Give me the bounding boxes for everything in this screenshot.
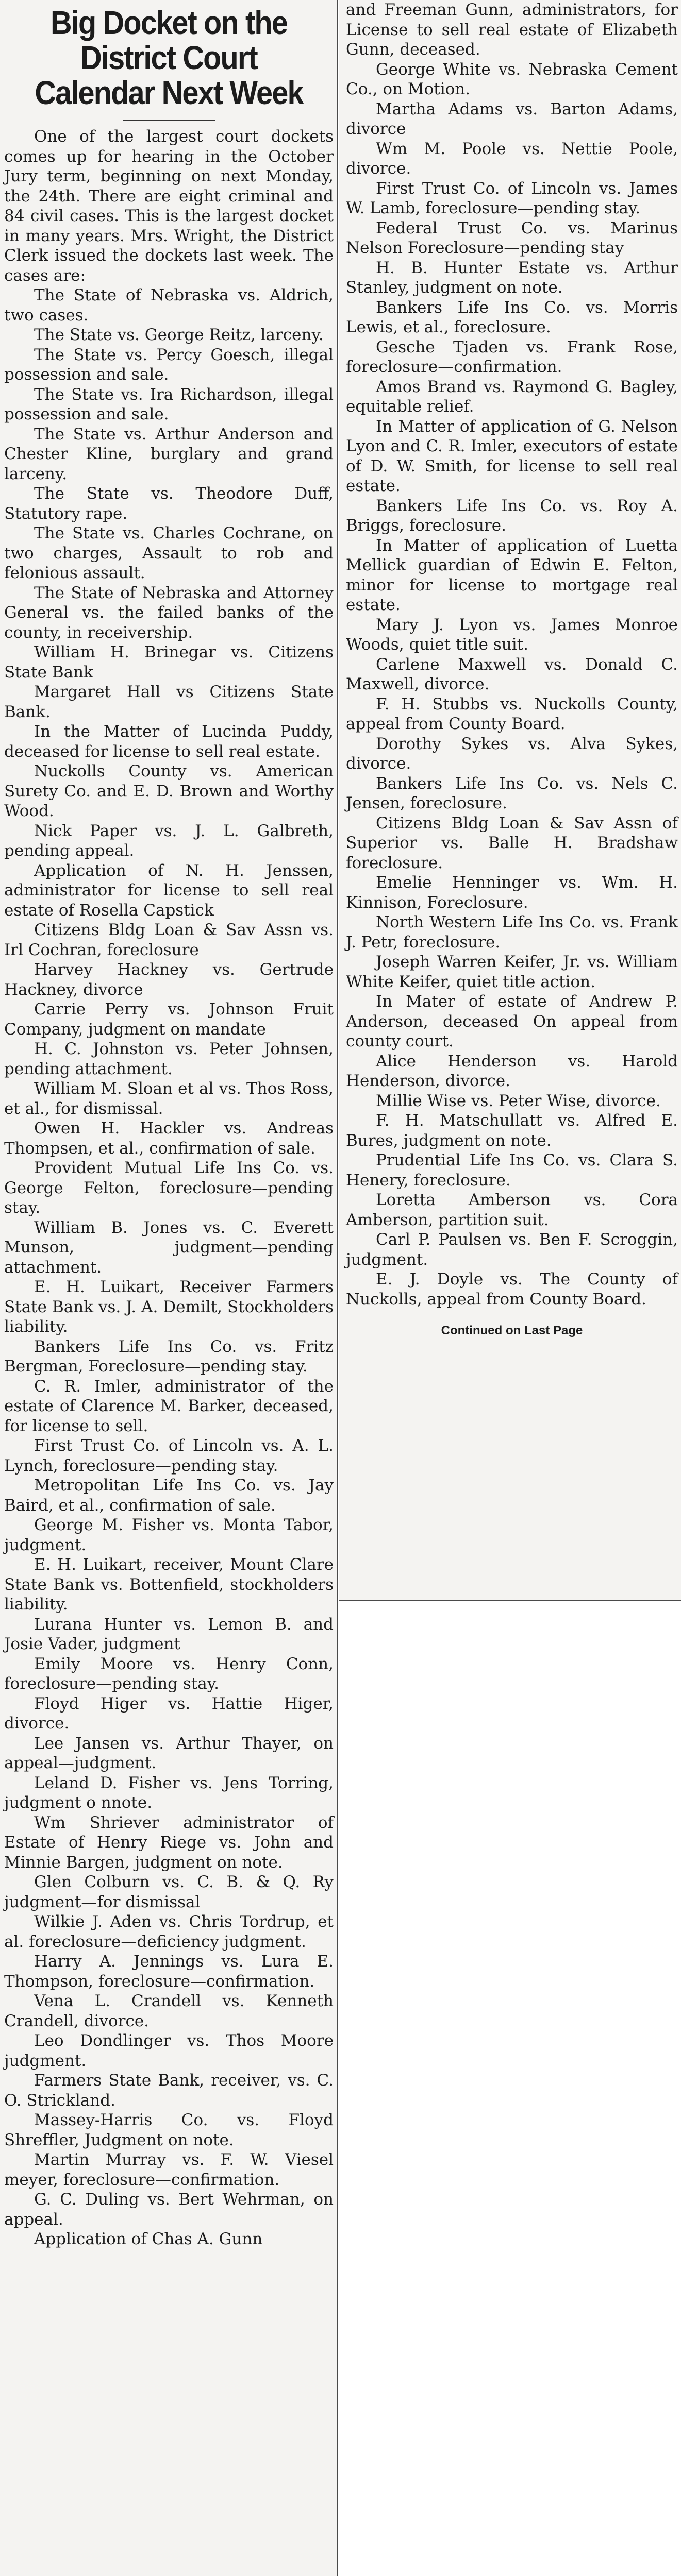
case-entry: Vena L. Crandell vs. Kenneth Crandell, divorce. (4, 1992, 334, 2030)
case-entry: Prudential Life Ins Co. vs. Clara S. Henery, foreclosure. (346, 1151, 678, 1190)
case-entry: Amos Brand vs. Raymond G. Bagley, equitable relief. (346, 377, 678, 416)
case-entry: C. R. Imler, administrator of the estate of Clarence M. Barker, deceased, for license to sell. (4, 1377, 334, 1435)
continued-note: Continued on Last Page (441, 1324, 583, 1337)
headline-rule (123, 120, 215, 121)
case-entry: Citizens Bldg Loan & Sav Assn vs. Irl Cochran, foreclosure (4, 921, 334, 959)
case-entry: In the Matter of Lucinda Puddy, deceased for license to sell real estate. (4, 722, 334, 761)
case-entry: Application of Chas A. Gunn (34, 2230, 263, 2248)
case-entry: Carl P. Paulsen vs. Ben F. Scroggin, judgment. (346, 1230, 678, 1269)
case-entry: The State vs. Arthur Anderson and Chester Kline, burglary and grand larceny. (4, 425, 334, 483)
case-entry: Alice Henderson vs. Harold Henderson, divorce. (346, 1052, 678, 1090)
left-column (0, 0, 338, 2576)
case-entry: H. B. Hunter Estate vs. Arthur Stanley, judgment on note. (346, 258, 678, 297)
case-entry: First Trust Co. of Lincoln vs. A. L. Lynch, foreclosure—pending stay. (4, 1436, 334, 1475)
case-entry: Joseph Warren Keifer, Jr. vs. William White Keifer, quiet title action. (346, 953, 678, 991)
case-entry: William B. Jones vs. C. Everett Munson, judgment—pending attachment. (4, 1218, 334, 1277)
right-column (339, 0, 681, 1601)
case-entry: Leo Dondlinger vs. Thos Moore judgment. (4, 2031, 334, 2070)
case-entry: George M. Fisher vs. Monta Tabor, judgment. (4, 1516, 334, 1554)
case-entry: The State vs. Theodore Duff, Statutory rape. (4, 484, 334, 523)
case-entry: In Mater of estate of Andrew P. Anderson, deceased On appeal from county court. (346, 992, 678, 1050)
case-entry: E. H. Luikart, receiver, Mount Clare State Bank vs. Bottenfield, stockholders liability. (4, 1555, 334, 1614)
case-entry: George White vs. Nebraska Cement Co., on Motion. (346, 60, 678, 98)
case-entry: North Western Life Ins Co. vs. Frank J. Petr, foreclosure. (346, 913, 678, 952)
case-entry: Bankers Life Ins Co. vs. Morris Lewis, et al., foreclosure. (346, 298, 678, 336)
case-entry: and Freeman Gunn, administrators, for License to sell real estate of Elizabeth Gunn, deceased. (346, 1, 678, 59)
case-entry: Citizens Bldg Loan & Sav Assn of Superior vs. Balle H. Bradshaw foreclosure. (346, 814, 678, 872)
case-entry: Lee Jansen vs. Arthur Thayer, on appeal—judgment. (4, 1734, 334, 1772)
case-entry: Wm Shriever administrator of Estate of Henry Riege vs. John and Minnie Bargen, judgment on note. (4, 1813, 334, 1872)
case-entry: First Trust Co. of Lincoln vs. James W. Lamb, foreclosure—pending stay. (346, 179, 678, 217)
case-entry: Bankers Life Ins Co. vs. Nels C. Jensen, foreclosure. (346, 774, 678, 812)
case-entry: H. C. Johnston vs. Peter Johnsen, pending attachment. (4, 1040, 334, 1078)
case-entry: Bankers Life Ins Co. vs. Fritz Bergman, Foreclosure—pending stay. (4, 1337, 334, 1376)
case-entry: Glen Colburn vs. C. B. & Q. Ry judgment—for dismissal (4, 1873, 334, 1911)
case-entry: Metropolitan Life Ins Co. vs. Jay Baird, et al., confirmation of sale. (4, 1476, 334, 1515)
case-entry: Provident Mutual Life Ins Co. vs. George Felton, foreclosure—pending stay. (4, 1159, 334, 1217)
case-entry: Harry A. Jennings vs. Lura E. Thompson, foreclosure—confirmation. (4, 1952, 334, 1991)
case-entry: Wm M. Poole vs. Nettie Poole, divorce. (346, 139, 678, 178)
case-entry: The State of Nebraska vs. Aldrich, two cases. (4, 286, 334, 325)
case-entry: Loretta Amberson vs. Cora Amberson, partition suit. (346, 1191, 678, 1229)
case-entry: Bankers Life Ins Co. vs. Roy A. Briggs, foreclosure. (346, 496, 678, 535)
case-entry: William M. Sloan et al vs. Thos Ross, et al., for dismissal. (4, 1079, 334, 1118)
case-entry: Nuckolls County vs. American Surety Co. and E. D. Brown and Worthy Wood. (4, 762, 334, 820)
case-entry: William H. Brinegar vs. Citizens State Bank (4, 643, 334, 682)
headline: Big Docket on the District Court Calendar Next Week (35, 4, 303, 111)
case-entry: Leland D. Fisher vs. Jens Torring, judgment o nnote. (4, 1773, 334, 1812)
case-entry: E. H. Luikart, Receiver Farmers State Bank vs. J. A. Demilt, Stockholders liability. (4, 1278, 334, 1336)
case-entry: The State vs. Percy Goesch, illegal possession and sale. (4, 345, 334, 384)
case-entry: Massey-Harris Co. vs. Floyd Shreffler, Judgment on note. (4, 2111, 334, 2149)
case-entry: Carrie Perry vs. Johnson Fruit Company, judgment on mandate (4, 1000, 334, 1039)
case-entry: Farmers State Bank, receiver, vs. C. O. Strickland. (4, 2071, 334, 2110)
case-entry: The State vs. Charles Cochrane, on two charges, Assault to rob and felonious assault. (4, 524, 334, 582)
case-entry: E. J. Doyle vs. The County of Nuckolls, appeal from County Board. (346, 1270, 678, 1309)
case-entry: Emelie Henninger vs. Wm. H. Kinnison, Foreclosure. (346, 873, 678, 912)
left-case-list (4, 285, 334, 2249)
case-entry: Margaret Hall vs Citizens State Bank. (4, 683, 334, 721)
case-entry: Nick Paper vs. J. L. Galbreth, pending appeal. (4, 821, 334, 860)
case-entry: Owen H. Hackler vs. Andreas Thompsen, et al., confirmation of sale. (4, 1119, 334, 1158)
case-entry: G. C. Duling vs. Bert Wehrman, on appeal. (4, 2190, 334, 2229)
case-entry: The State vs. Ira Richardson, illegal possession and sale. (4, 385, 334, 423)
case-entry: Millie Wise vs. Peter Wise, divorce. (376, 1091, 661, 1110)
case-entry: Martin Murray vs. F. W. Viesel meyer, foreclosure—confirmation. (4, 2150, 334, 2189)
case-entry: Harvey Hackney vs. Gertrude Hackney, divorce (4, 960, 334, 999)
case-entry: In Matter of application of Luetta Mellick guardian of Edwin E. Felton, minor for license to mortgage real estate. (346, 536, 678, 614)
intro-paragraph: One of the largest court dockets comes up for hearing in the October Jury term, beginning on next Monday, the 24th. There are eight criminal and 84 civil cases. This is the largest docket in many years. Mrs. Wright, the District Clerk issued the dockets last week. The cases are: (4, 127, 334, 285)
case-entry: The State of Nebraska and Attorney General vs. the failed banks of the county, in receivership. (4, 583, 334, 642)
case-entry: F. H. Stubbs vs. Nuckolls County, appeal from County Board. (346, 694, 678, 733)
case-entry: Wilkie J. Aden vs. Chris Tordrup, et al. foreclosure—deficiency judgment. (4, 1912, 334, 1951)
case-entry: Dorothy Sykes vs. Alva Sykes, divorce. (346, 734, 678, 773)
right-case-list (346, 0, 678, 1309)
case-entry: Martha Adams vs. Barton Adams, divorce (346, 99, 678, 138)
case-entry: The State vs. George Reitz, larceny. (34, 326, 324, 344)
case-entry: Mary J. Lyon vs. James Monroe Woods, quiet title suit. (346, 615, 678, 654)
case-entry: Gesche Tjaden vs. Frank Rose, foreclosure—confirmation. (346, 337, 678, 376)
case-entry: Application of N. H. Jenssen, administrator for license to sell real estate of Rosella Capstick (4, 861, 334, 920)
case-entry: In Matter of application of G. Nelson Lyon and C. R. Imler, executors of estate of D. W. Smith, for license to sell real estate. (346, 417, 678, 495)
case-entry: Lurana Hunter vs. Lemon B. and Josie Vader, judgment (4, 1615, 334, 1653)
case-entry: Floyd Higer vs. Hattie Higer, divorce. (4, 1694, 334, 1733)
case-entry: Carlene Maxwell vs. Donald C. Maxwell, divorce. (346, 655, 678, 693)
case-entry: Emily Moore vs. Henry Conn, foreclosure—pending stay. (4, 1654, 334, 1693)
case-entry: Federal Trust Co. vs. Marinus Nelson Foreclosure—pending stay (346, 218, 678, 257)
case-entry: F. H. Matschullatt vs. Alfred E. Bures, judgment on note. (346, 1111, 678, 1150)
